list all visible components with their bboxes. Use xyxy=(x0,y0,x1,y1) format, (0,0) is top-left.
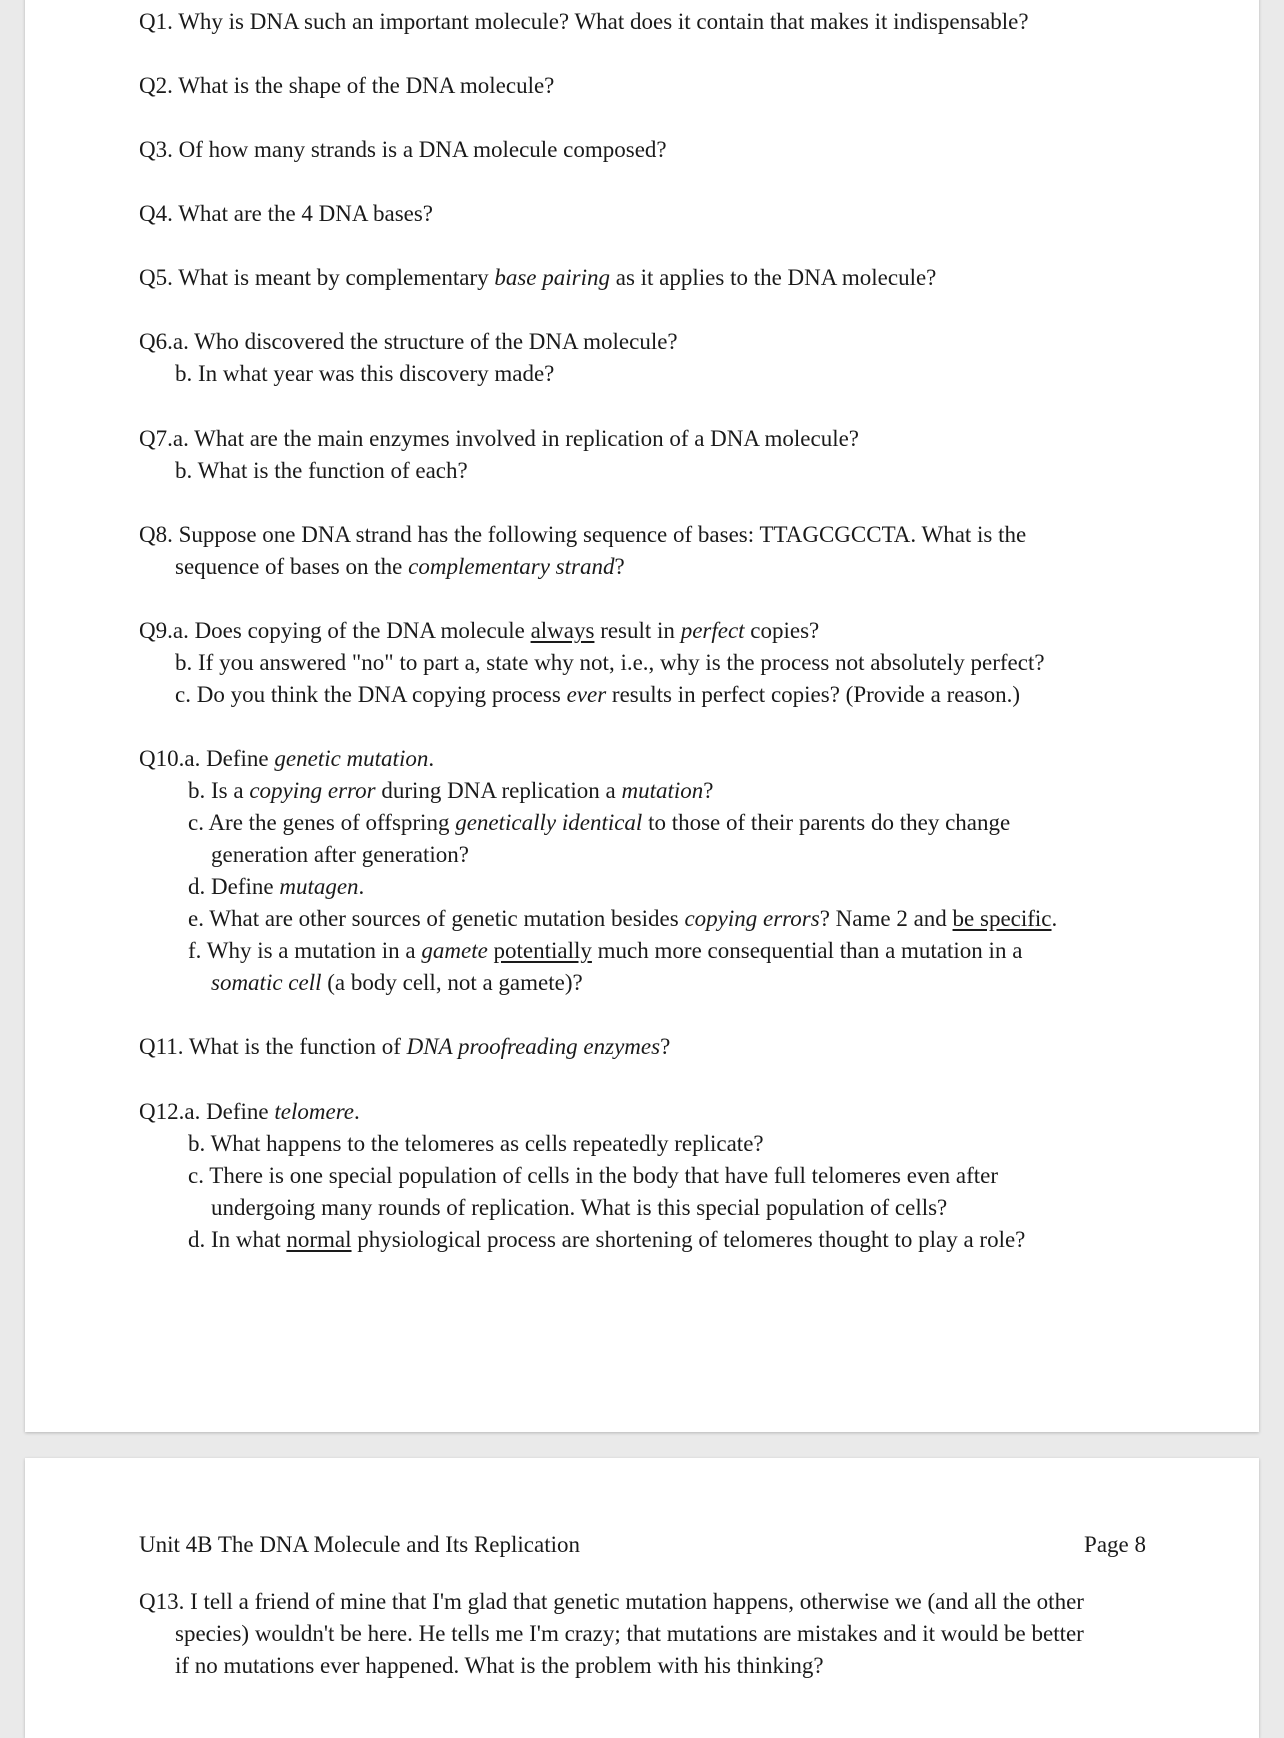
question-12d: d. In what normal physiological process are shortening of telomeres thought to play a role? xyxy=(188,1227,1026,1252)
emphasis-text: DNA proofreading enzymes xyxy=(406,1034,661,1059)
question-6b: b. In what year was this discovery made? xyxy=(175,361,555,386)
question-10f-line-2: somatic cell (a body cell, not a gamete)? xyxy=(211,970,583,995)
question-10b: b. Is a copying error during DNA replication a mutation? xyxy=(188,778,714,803)
underlined-text: always xyxy=(530,618,595,643)
underlined-text: normal xyxy=(286,1227,352,1252)
emphasis-text: telomere xyxy=(274,1099,355,1124)
question-3-text: Q3. Of how many strands is a DNA molecule composed? xyxy=(139,137,667,162)
emphasis-text: complementary strand xyxy=(408,554,615,579)
question-10c: c. Are the genes of offspring genetically identical to those of their parents do they change xyxy=(188,810,1011,835)
question-10e: e. What are other sources of genetic mutation besides copying errors? Name 2 and be specific. xyxy=(188,906,1058,931)
document-page-2 xyxy=(25,1458,1259,1738)
emphasis-text: somatic cell xyxy=(211,970,322,995)
question-10a: Q10.a. Define genetic mutation. xyxy=(139,746,435,771)
question-7b: b. What is the function of each? xyxy=(175,458,468,483)
question-12a: Q12.a. Define telomere. xyxy=(139,1099,360,1124)
question-6a: Q6.a. Who discovered the structure of the DNA molecule? xyxy=(139,329,678,354)
question-9b: b. If you answered "no" to part a, state why not, i.e., why is the process not absolutely perfect? xyxy=(175,650,1045,675)
question-10f: f. Why is a mutation in a gamete potentially much more consequential than a mutation in a xyxy=(188,938,1023,963)
question-3 xyxy=(139,136,667,164)
question-2 xyxy=(139,72,554,100)
underlined-text: be specific xyxy=(952,906,1052,931)
question-13-line-3: if no mutations ever happened. What is the problem with his thinking? xyxy=(175,1653,824,1678)
emphasis-text: mutation xyxy=(621,778,704,803)
page-header xyxy=(139,1531,1146,1559)
emphasis-text: perfect xyxy=(680,618,745,643)
question-9c: c. Do you think the DNA copying process ever results in perfect copies? (Provide a reason.) xyxy=(175,682,1021,707)
question-4-text: Q4. What are the 4 DNA bases? xyxy=(139,201,434,226)
question-2-text: Q2. What is the shape of the DNA molecule? xyxy=(139,73,555,98)
question-4 xyxy=(139,200,433,228)
emphasis-text: mutagen xyxy=(279,874,359,899)
emphasis-text: copying error xyxy=(249,778,376,803)
document-page-1 xyxy=(25,0,1259,1432)
question-12c-line-2: undergoing many rounds of replication. What is this special population of cells? xyxy=(211,1195,948,1220)
question-13-line-1: Q13. I tell a friend of mine that I'm glad that genetic mutation happens, otherwise we (and all the other xyxy=(139,1589,1084,1614)
question-12c: c. There is one special population of cells in the body that have full telomeres even after xyxy=(188,1163,999,1188)
question-1 xyxy=(139,8,1029,36)
question-7a: Q7.a. What are the main enzymes involved in replication of a DNA molecule? xyxy=(139,426,859,451)
emphasis-text: genetically identical xyxy=(455,810,643,835)
question-13-line-2: species) wouldn't be here. He tells me I'm crazy; that mutations are mistakes and it would be better xyxy=(175,1621,1084,1646)
page-number: Page 8 xyxy=(1084,1532,1146,1557)
emphasis-text: copying errors xyxy=(684,906,820,931)
emphasis-text: base pairing xyxy=(494,265,610,290)
underlined-text: potentially xyxy=(493,938,592,963)
question-8-line-2: sequence of bases on the complementary strand? xyxy=(175,554,625,579)
question-10d: d. Define mutagen. xyxy=(188,874,365,899)
question-9a: Q9.a. Does copying of the DNA molecule always result in perfect copies? xyxy=(139,618,820,643)
emphasis-text: gamete xyxy=(421,938,488,963)
question-5: Q5. What is meant by complementary base pairing as it applies to the DNA molecule? xyxy=(139,265,937,290)
question-8-line-1: Q8. Suppose one DNA strand has the following sequence of bases: TTAGCGCCTA. What is the xyxy=(139,522,1027,547)
question-10c-line-2: generation after generation? xyxy=(211,842,469,867)
question-1-text: Q1. Why is DNA such an important molecule? What does it contain that makes it indispensable? xyxy=(139,9,1029,34)
emphasis-text: genetic mutation xyxy=(274,746,429,771)
question-12b: b. What happens to the telomeres as cells repeatedly replicate? xyxy=(188,1131,764,1156)
unit-title: Unit 4B The DNA Molecule and Its Replication xyxy=(139,1532,580,1557)
question-11: Q11. What is the function of DNA proofreading enzymes? xyxy=(139,1034,671,1059)
emphasis-text: ever xyxy=(566,682,607,707)
